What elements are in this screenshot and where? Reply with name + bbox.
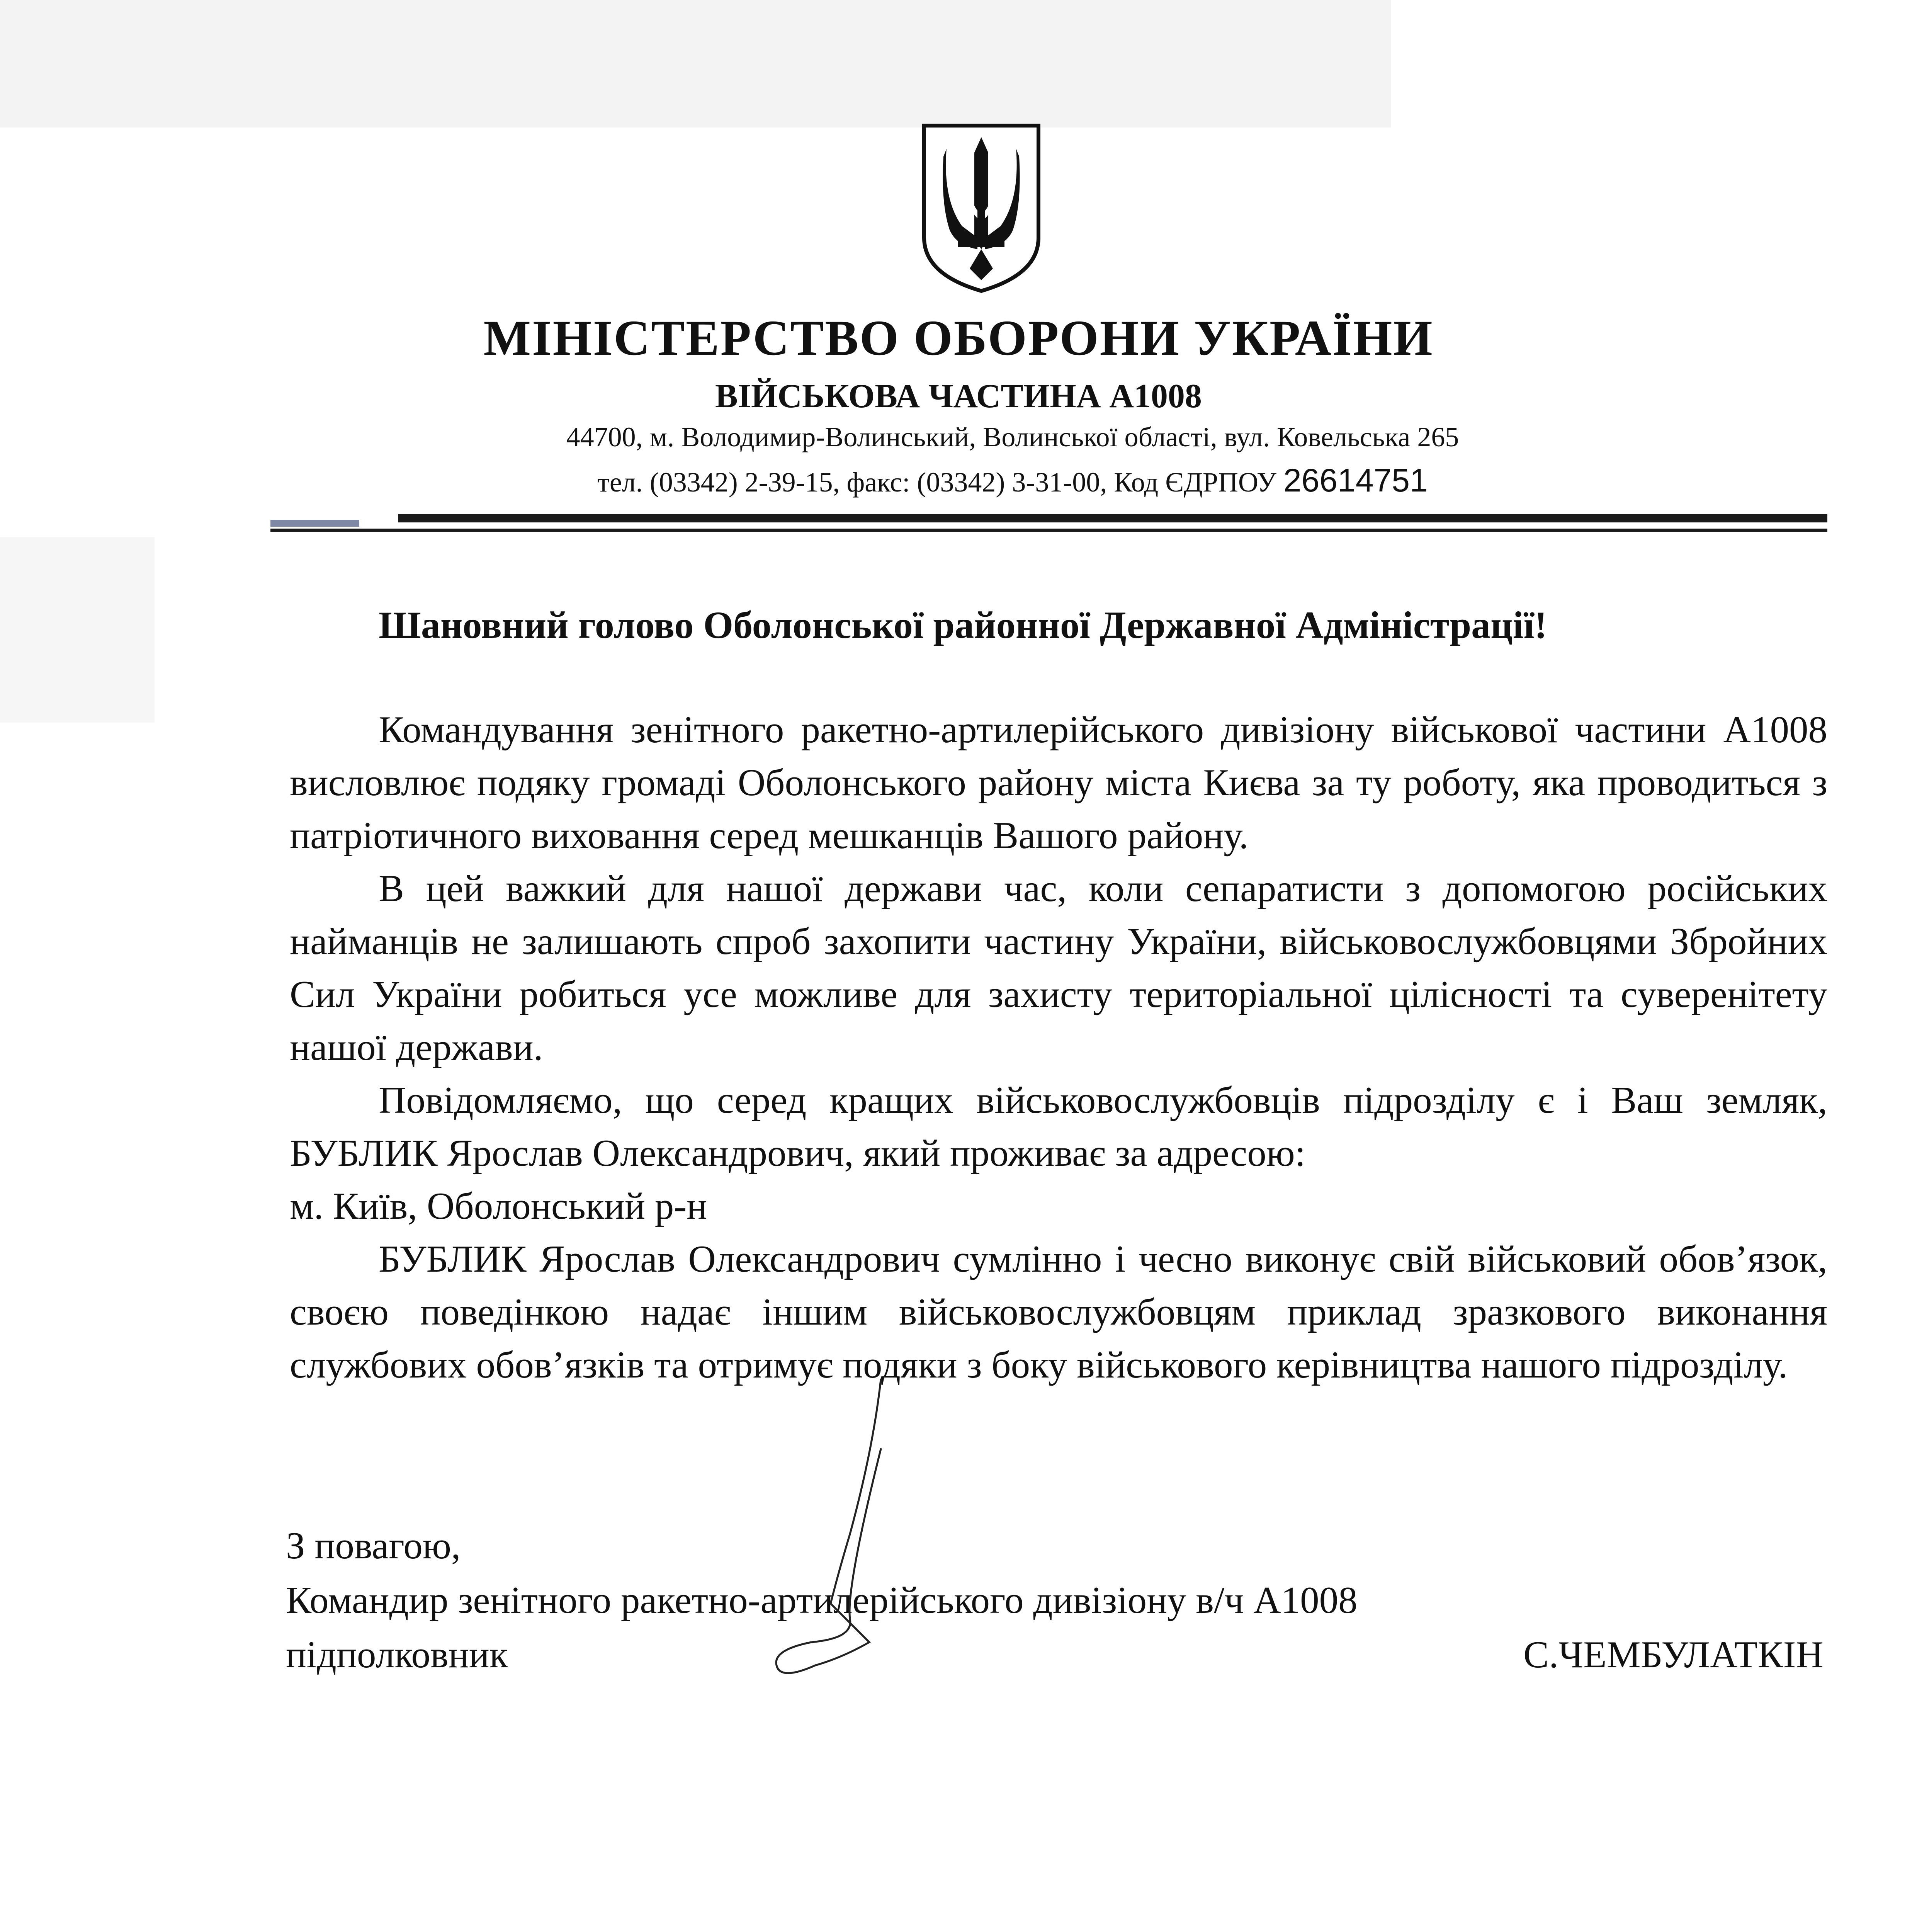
trident-emblem-icon	[919, 122, 1043, 294]
scan-shadow-left	[0, 537, 155, 723]
header-rule-mark	[270, 520, 359, 527]
handwritten-signature	[753, 1372, 908, 1700]
letter-body	[290, 703, 1827, 1391]
header-rule-thin	[270, 529, 1827, 532]
scan-shadow-top	[0, 0, 1391, 128]
signature-block	[286, 1519, 1824, 1682]
contacts-text: тел. (03342) 2-39-15, факс: (03342) 3-31-00, Код ЄДРПОУ	[597, 467, 1276, 498]
letter-paragraph: Повідомляємо, що серед кращих військовослужбовців підрозділу є і Ваш земляк, БУБЛИК Ярослав Олександрович, який проживає за адресою:	[290, 1079, 1827, 1174]
letter-paragraph: БУБЛИК Ярослав Олександрович сумлінно і чесно виконує свій військовий обов’язок, своєю поведінкою надає іншим військовослужбовцям приклад зразкового виконання службових обов’язків та отримує подяки з боку військового керівництва нашого підрозділу.	[290, 1238, 1827, 1386]
closing-regards: З повагою,	[286, 1525, 461, 1567]
edrpou-code: 26614751	[1283, 462, 1428, 498]
address-line: м. Київ, Оболонський р-н	[290, 1185, 707, 1227]
letter-salutation: Шановний голово Оболонської районної Державної Адміністрації!	[379, 604, 1547, 646]
unit-contacts	[0, 462, 1917, 499]
commander-position: Командир зенітного ракетно-артилерійського дивізіону в/ч А1008	[286, 1579, 1358, 1621]
letter-paragraph: В цей важкий для нашої держави час, коли сепаратисти з допомогою російських найманців не залишають спроб захопити частину України, військовослужбовцями Збройних Сил України робиться усе можливе для захисту територіальної цілісності та суверенітету нашої держави.	[290, 867, 1827, 1068]
commander-rank: підполковник	[286, 1634, 508, 1676]
letter-paragraph: Командування зенітного ракетно-артилерійського дивізіону військової частини А1008 висловлює подяку громаді Оболонського району міста Києва за ту роботу, яка проводиться з патріотичного виховання серед мешканців Вашого району.	[290, 709, 1827, 857]
military-unit-title: ВІЙСЬКОВА ЧАСТИНА А1008	[715, 378, 1202, 415]
commander-name: С.ЧЕМБУЛАТКІН	[1523, 1634, 1824, 1676]
unit-address: 44700, м. Володимир-Волинський, Волинської області, вул. Ковельська 265	[566, 422, 1459, 452]
ministry-title: МІНІСТЕРСТВО ОБОРОНИ УКРАЇНИ	[483, 310, 1434, 366]
header-rule-thick	[398, 514, 1827, 522]
rank-name-row	[286, 1628, 1824, 1682]
